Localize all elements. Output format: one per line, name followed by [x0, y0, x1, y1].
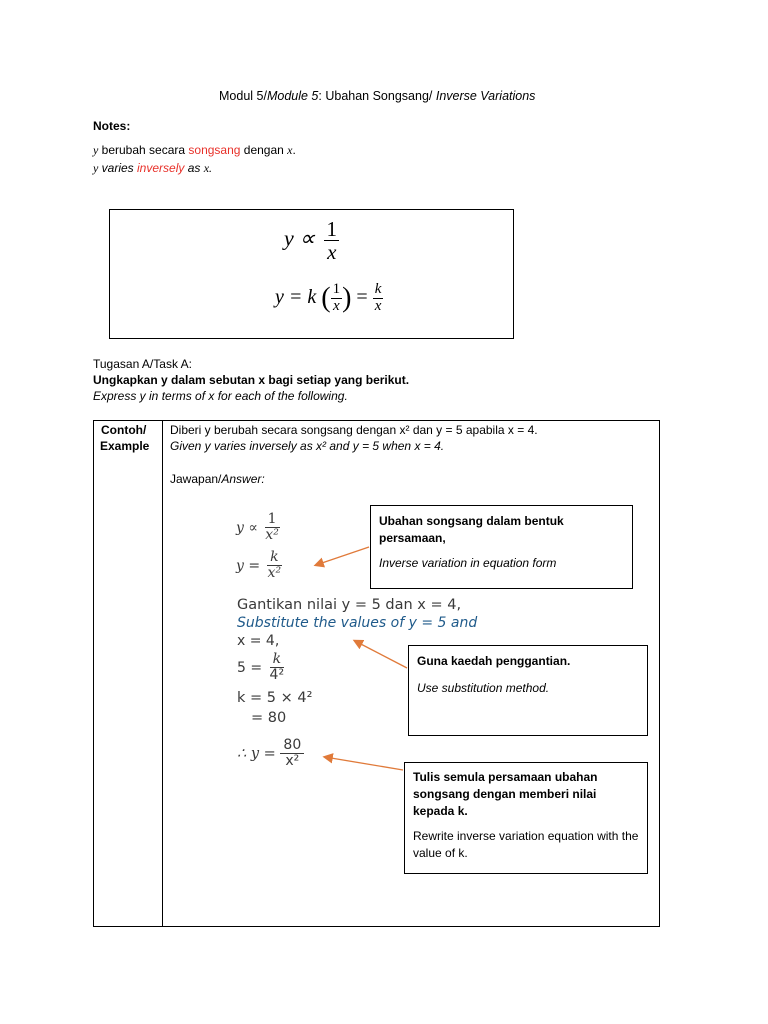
notes-label: Notes: [93, 119, 131, 133]
text: . [209, 161, 213, 175]
callout-text-en: Inverse variation in equation form [379, 556, 557, 570]
example-label-en: Example [100, 439, 150, 453]
var-y: y [93, 161, 99, 175]
frac-den: x² [265, 527, 279, 544]
scan-lhs: 5 = [237, 659, 263, 676]
frac-num: 1 [326, 217, 337, 241]
scan-line-k: k = 5 × 4² [237, 690, 313, 706]
text: berubah secara [98, 143, 189, 157]
frac-num: k [374, 281, 382, 297]
scan-substitute-en-cont: x = 4, [237, 633, 280, 649]
scan-line-k-value: = 80 [251, 710, 287, 726]
frac-num: 1 [332, 281, 341, 297]
scan-substitute-en: Substitute the values of y = 5 and [237, 615, 478, 631]
frac-den: x² [267, 565, 282, 582]
emphasis-inversely: inversely [137, 161, 185, 175]
callout-text-ms: Guna kaedah penggantian. [417, 654, 571, 668]
frac-num: 80 [280, 738, 304, 754]
frac-num: k [270, 652, 284, 668]
text: . [292, 143, 296, 157]
var-x: x [203, 161, 210, 175]
arrow-to-final [325, 757, 403, 770]
task-title: Tugasan A/Task A: [93, 357, 192, 371]
answer-label-ms: Jawapan/ [170, 472, 222, 486]
example-given-en: Given y varies inversely as x² and y = 5 when x = 4. [170, 439, 445, 453]
scan-substitute-ms: Gantikan nilai y = 5 dan x = 4, [237, 597, 462, 613]
text: dengan [240, 143, 288, 157]
frac-den: x [374, 297, 382, 314]
task-instruction-ms: Ungkapkan y dalam sebutan x bagi setiap yang berikut. [93, 373, 410, 387]
title-part-4: Inverse Variations [435, 89, 536, 103]
frac-den: x [332, 297, 340, 314]
frac-num: 1 [265, 512, 280, 528]
text: as [184, 161, 204, 175]
var-y: y [93, 143, 99, 157]
frac-num: k [267, 550, 281, 566]
equals-sign: = [356, 285, 368, 308]
scan-lhs: y = [236, 557, 261, 574]
title-part-1: Modul 5/ [219, 89, 267, 103]
paren-close: ) [342, 282, 352, 314]
title-part-3: : Ubahan Songsang/ [318, 89, 436, 103]
frac-den: x² [285, 753, 300, 770]
text: varies [98, 161, 138, 175]
callout-text-en: Rewrite inverse variation equation with the value of k. [413, 829, 639, 860]
example-given-ms: Diberi y berubah secara songsang dengan x² dan y = 5 apabila x = 4. [170, 423, 538, 437]
paren-open: ( [321, 282, 331, 314]
formula-lhs: y ∝ [284, 225, 315, 251]
task-instruction-en: Express y in terms of x for each of the following. [93, 389, 348, 403]
answer-label-en: Answer: [221, 472, 265, 486]
var-x: x [287, 143, 293, 157]
callout-text-ms: Ubahan songsang dalam bentuk persamaan, [379, 514, 564, 545]
formula-lhs: y = k [275, 285, 317, 308]
frac-den: x [327, 240, 337, 265]
emphasis-songsang: songsang [188, 143, 241, 157]
arrow-to-substitution [355, 641, 407, 668]
title-part-2: Module 5 [266, 89, 319, 103]
callout-text-en: Use substitution method. [417, 681, 550, 695]
example-label-ms: Contoh/ [101, 423, 147, 437]
frac-den: 4² [269, 667, 285, 684]
callout-text-ms: Tulis semula persamaan ubahan songsang dengan memberi nilai kepada k. [413, 770, 598, 818]
scan-lhs: y ∝ [236, 519, 258, 536]
arrow-to-equation [316, 547, 369, 565]
scan-lhs: ∴ y = [237, 745, 276, 762]
